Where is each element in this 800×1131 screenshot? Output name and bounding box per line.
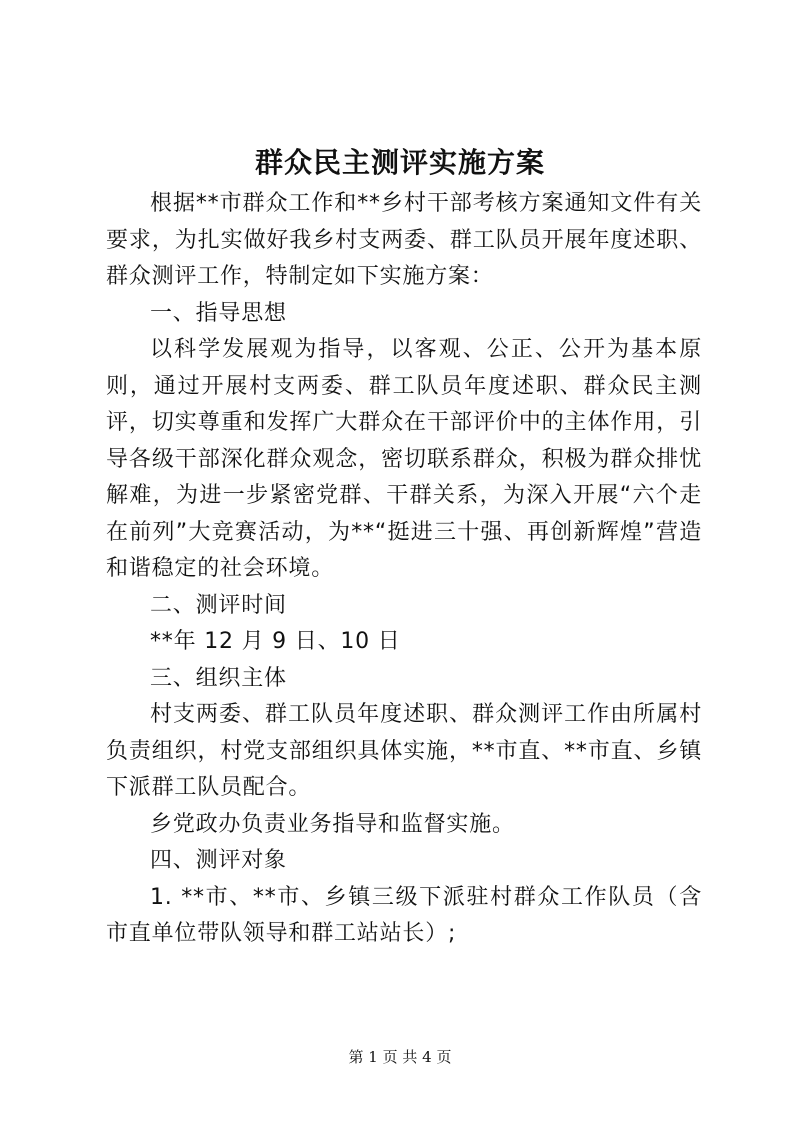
document-title: 群众民主测评实施方案	[254, 146, 545, 179]
paragraph-organizer: 村支两委、群工队员年度述职、群众测评工作由所属村负责组织，村党支部组织具体实施，**市直、**市直、乡镇下派群工队员配合。	[106, 702, 702, 800]
section-heading-guiding-thought: 一、指导思想	[150, 300, 287, 326]
paragraph-supervision: 乡党政办负责业务指导和监督实施。	[150, 811, 515, 837]
document-body	[106, 186, 702, 953]
section-heading-evaluation-time: 二、测评时间	[150, 592, 287, 618]
paragraph-evaluation-date: **年 12 月 9 日、10 日	[150, 629, 401, 654]
section-heading-evaluation-targets: 四、测评对象	[150, 848, 287, 873]
section-heading-organizer: 三、组织主体	[150, 665, 287, 691]
paragraph-guiding-thought: 以科学发展观为指导，以客观、公正、公开为基本原则，通过开展村支两委、群工队员年度述职、群众民主测评，切实尊重和发挥广大群众在干部评价中的主体作用，引导各级干部深化群众观念，密切联系群众，积极为群众排忧解难，为进一步紧密党群、干群关系，为深入开展“六个走在前列”大竞赛活动，为**“挺进三十强、再创新辉煌”营造和谐稳定的社会环境。	[106, 337, 702, 581]
paragraph-intro: 根据**市群众工作和**乡村干部考核方案通知文件有关要求，为扎实做好我乡村支两委、群工队员开展年度述职、群众测评工作，特制定如下实施方案：	[106, 191, 702, 289]
page-footer: 第 1 页 共 4 页	[348, 1048, 452, 1066]
paragraph-target-item-1: 1. **市、**市、乡镇三级下派驻村群众工作队员（含市直单位带队领导和群工站站长）;	[106, 884, 702, 946]
